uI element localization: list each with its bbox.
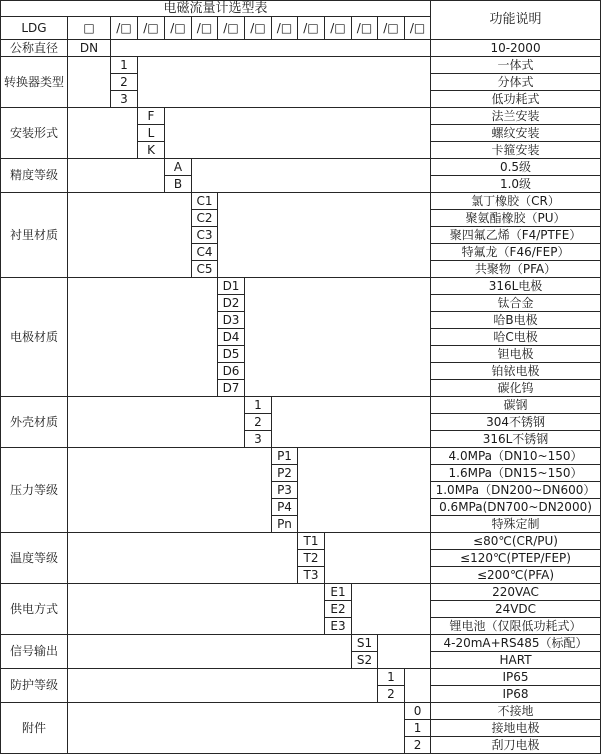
description-cell: IP68 — [431, 686, 601, 703]
description-cell: 分体式 — [431, 74, 601, 91]
description-cell: 不接地 — [431, 703, 601, 720]
description-cell: 哈C电极 — [431, 329, 601, 346]
model-slot-box: /□ — [165, 17, 192, 40]
code-cell: 2 — [245, 414, 272, 431]
description-cell: 304不锈钢 — [431, 414, 601, 431]
model-slot-box: /□ — [111, 17, 138, 40]
code-cell: DN — [68, 40, 111, 57]
empty-cell — [405, 669, 431, 703]
empty-cell — [68, 397, 245, 448]
code-cell: D7 — [218, 380, 245, 397]
description-cell: 220VAC — [431, 584, 601, 601]
description-cell: 24VDC — [431, 601, 601, 618]
code-cell: S2 — [352, 652, 378, 669]
empty-cell — [352, 584, 431, 635]
empty-cell — [218, 193, 431, 278]
empty-cell — [68, 584, 325, 635]
code-cell: T3 — [298, 567, 325, 584]
model-slot-box: /□ — [378, 17, 405, 40]
code-cell: D6 — [218, 363, 245, 380]
title-row — [1, 1, 601, 17]
description-cell: 碳化钨 — [431, 380, 601, 397]
empty-cell — [68, 635, 352, 669]
description-cell: 316L不锈钢 — [431, 431, 601, 448]
description-cell: ≤200℃(PFA) — [431, 567, 601, 584]
empty-cell — [245, 278, 431, 397]
table-row — [1, 533, 601, 550]
code-cell: C4 — [192, 244, 218, 261]
category-label: 公称直径 — [1, 40, 68, 57]
description-cell: HART — [431, 652, 601, 669]
code-cell: E1 — [325, 584, 352, 601]
empty-cell — [68, 533, 298, 584]
empty-cell — [192, 159, 431, 193]
code-cell: C5 — [192, 261, 218, 278]
description-cell: 聚氨酯橡胶（PU） — [431, 210, 601, 227]
empty-cell — [325, 533, 431, 584]
code-cell: D1 — [218, 278, 245, 295]
empty-cell — [68, 57, 111, 108]
empty-cell — [378, 635, 431, 669]
code-cell: C3 — [192, 227, 218, 244]
code-cell: B — [165, 176, 192, 193]
description-cell: 4-20mA+RS485（标配） — [431, 635, 601, 652]
code-cell: Pn — [272, 516, 298, 533]
code-cell: P1 — [272, 448, 298, 465]
function-column-header: 功能说明 — [431, 1, 601, 40]
description-cell: ≤80℃(CR/PU) — [431, 533, 601, 550]
description-cell: IP65 — [431, 669, 601, 686]
description-cell: 特殊定制 — [431, 516, 601, 533]
table-row — [1, 703, 601, 720]
code-cell: D3 — [218, 312, 245, 329]
empty-cell — [68, 193, 192, 278]
code-cell: E3 — [325, 618, 352, 635]
empty-cell — [165, 108, 431, 159]
code-cell: 2 — [378, 686, 405, 703]
code-cell: 2 — [405, 737, 431, 754]
description-cell: 共聚物（PFA） — [431, 261, 601, 278]
code-cell: P3 — [272, 482, 298, 499]
model-slot-box: /□ — [245, 17, 272, 40]
model-slot-box: /□ — [218, 17, 245, 40]
category-label: 安装形式 — [1, 108, 68, 159]
model-base-box: □ — [68, 17, 111, 40]
model-slot-box: /□ — [298, 17, 325, 40]
code-cell: 3 — [245, 431, 272, 448]
table-row — [1, 448, 601, 465]
code-cell: S1 — [352, 635, 378, 652]
description-cell: 法兰安装 — [431, 108, 601, 125]
code-cell: D2 — [218, 295, 245, 312]
table-row — [1, 669, 601, 686]
model-slot-box: /□ — [192, 17, 218, 40]
code-cell: D5 — [218, 346, 245, 363]
empty-cell — [68, 703, 405, 754]
description-cell: 10-2000 — [431, 40, 601, 57]
code-cell: C2 — [192, 210, 218, 227]
category-label: 信号输出 — [1, 635, 68, 669]
table-row — [1, 584, 601, 601]
description-cell: 1.0级 — [431, 176, 601, 193]
category-label: 电极材质 — [1, 278, 68, 397]
description-cell: 螺纹安装 — [431, 125, 601, 142]
page-title: 电磁流量计选型表 — [1, 1, 431, 17]
code-cell: T2 — [298, 550, 325, 567]
model-slot-box: /□ — [138, 17, 165, 40]
empty-cell — [68, 108, 138, 159]
empty-cell — [68, 669, 378, 703]
description-cell: 低功耗式 — [431, 91, 601, 108]
empty-cell — [298, 448, 431, 533]
table-row — [1, 108, 601, 125]
table-row — [1, 193, 601, 210]
empty-cell — [68, 159, 165, 193]
description-cell: ≤120℃(PTEP/FEP) — [431, 550, 601, 567]
description-cell: 卡箍安装 — [431, 142, 601, 159]
description-cell: 316L电极 — [431, 278, 601, 295]
empty-cell — [111, 40, 431, 57]
code-cell: L — [138, 125, 165, 142]
model-slot-box: /□ — [325, 17, 352, 40]
code-cell: C1 — [192, 193, 218, 210]
code-cell: 2 — [111, 74, 138, 91]
description-cell: 特氟龙（F46/FEP） — [431, 244, 601, 261]
code-cell: F — [138, 108, 165, 125]
description-cell: 氯丁橡胶（CR） — [431, 193, 601, 210]
code-cell: 0 — [405, 703, 431, 720]
table-row — [1, 397, 601, 414]
description-cell: 哈B电极 — [431, 312, 601, 329]
description-cell: 铂铱电极 — [431, 363, 601, 380]
description-cell: 聚四氟乙烯（F4/PTFE） — [431, 227, 601, 244]
category-label: 转换器类型 — [1, 57, 68, 108]
code-cell: 3 — [111, 91, 138, 108]
table-row — [1, 635, 601, 652]
empty-cell — [138, 57, 431, 108]
description-cell: 刮刀电极 — [431, 737, 601, 754]
table-row — [1, 40, 601, 57]
description-cell: 锂电池（仅限低功耗式） — [431, 618, 601, 635]
category-label: 防护等级 — [1, 669, 68, 703]
empty-cell — [272, 397, 431, 448]
code-cell: A — [165, 159, 192, 176]
description-cell: 0.6MPa(DN700~DN2000) — [431, 499, 601, 516]
category-label: 附件 — [1, 703, 68, 754]
description-cell: 钽电极 — [431, 346, 601, 363]
code-cell: D4 — [218, 329, 245, 346]
description-cell: 4.0MPa（DN10~150） — [431, 448, 601, 465]
code-cell: 1 — [111, 57, 138, 74]
model-prefix-label: LDG — [1, 17, 68, 40]
description-cell: 1.0MPa（DN200~DN600） — [431, 482, 601, 499]
table-row — [1, 57, 601, 74]
code-cell: T1 — [298, 533, 325, 550]
category-label: 外壳材质 — [1, 397, 68, 448]
category-label: 供电方式 — [1, 584, 68, 635]
table-row — [1, 159, 601, 176]
description-cell: 一体式 — [431, 57, 601, 74]
category-label: 衬里材质 — [1, 193, 68, 278]
code-cell: E2 — [325, 601, 352, 618]
code-cell: P4 — [272, 499, 298, 516]
description-cell: 钛合金 — [431, 295, 601, 312]
description-cell: 碳钢 — [431, 397, 601, 414]
empty-cell — [68, 448, 272, 533]
model-slot-box: /□ — [405, 17, 431, 40]
empty-cell — [68, 278, 218, 397]
category-label: 压力等级 — [1, 448, 68, 533]
description-cell: 接地电极 — [431, 720, 601, 737]
description-cell: 1.6MPa（DN15~150） — [431, 465, 601, 482]
table-row — [1, 278, 601, 295]
code-cell: P2 — [272, 465, 298, 482]
code-cell: 1 — [378, 669, 405, 686]
code-cell: 1 — [245, 397, 272, 414]
model-slot-box: /□ — [352, 17, 378, 40]
description-cell: 0.5级 — [431, 159, 601, 176]
code-cell: 1 — [405, 720, 431, 737]
category-label: 温度等级 — [1, 533, 68, 584]
model-slot-box: /□ — [272, 17, 298, 40]
code-cell: K — [138, 142, 165, 159]
category-label: 精度等级 — [1, 159, 68, 193]
